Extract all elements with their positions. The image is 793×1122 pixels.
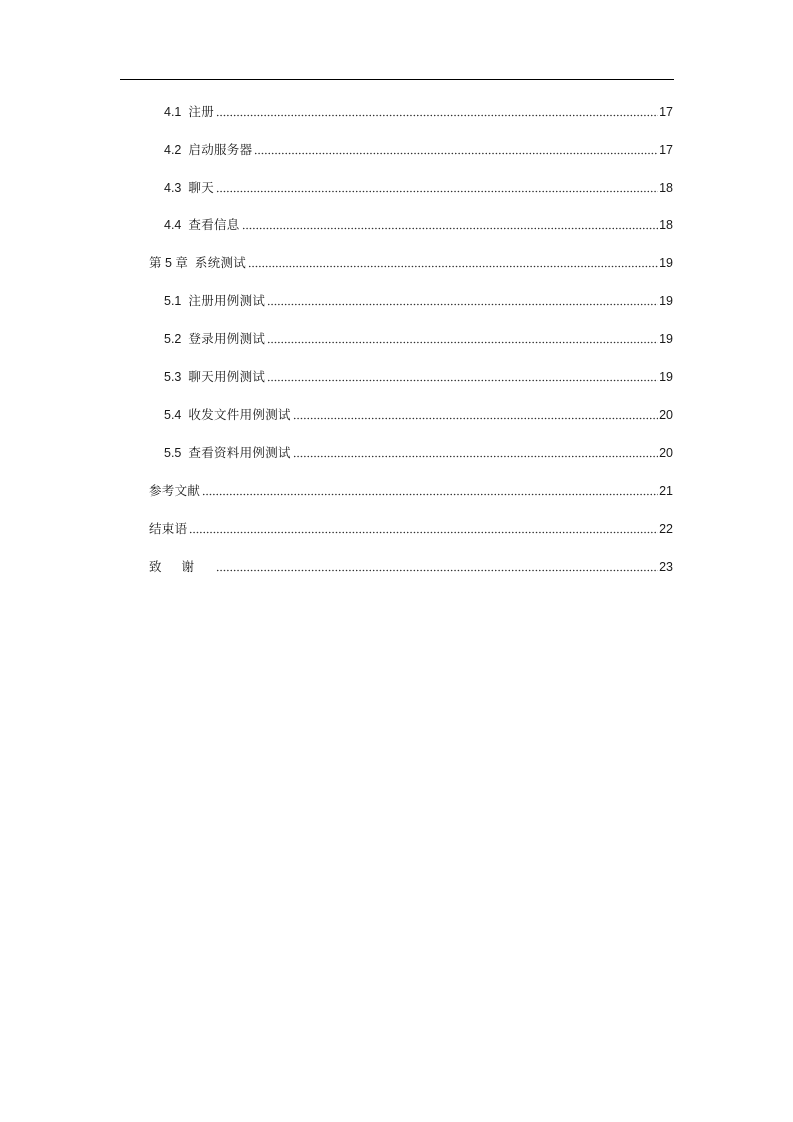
toc-dot-leader bbox=[216, 183, 658, 193]
toc-entry-title: 聊天 bbox=[188, 180, 214, 195]
toc-entry-title: 参考文献 bbox=[149, 483, 201, 498]
toc-entry-title: 登录用例测试 bbox=[188, 331, 266, 346]
toc-entry-5-1[interactable] bbox=[164, 291, 673, 311]
toc-entry-5-5[interactable] bbox=[164, 443, 673, 463]
toc-page-number: 20 bbox=[659, 446, 673, 460]
toc-entry-title: 注册用例测试 bbox=[188, 293, 266, 308]
toc-entry-title: 注册 bbox=[188, 104, 214, 119]
toc-entry-4-2[interactable] bbox=[164, 140, 673, 160]
toc-page-number: 19 bbox=[659, 370, 673, 384]
toc-page-number: 23 bbox=[659, 560, 673, 574]
toc-dot-leader bbox=[267, 296, 658, 306]
toc-dot-leader bbox=[293, 410, 658, 420]
toc-dot-leader bbox=[216, 107, 658, 117]
toc-page-number: 17 bbox=[659, 143, 673, 157]
toc-entry-number: 第 5 章 bbox=[149, 256, 188, 270]
toc-entry-number: 4.4 bbox=[164, 218, 182, 232]
toc-entry-title: 查看资料用例测试 bbox=[188, 445, 291, 460]
toc-entry-number: 5.4 bbox=[164, 408, 182, 422]
toc-page-number: 21 bbox=[659, 484, 673, 498]
toc-page-number: 17 bbox=[659, 105, 673, 119]
toc-entry-conclusion[interactable] bbox=[149, 519, 673, 539]
toc-entry-4-3[interactable] bbox=[164, 178, 673, 198]
toc-dot-leader bbox=[293, 448, 658, 458]
toc-page-number: 20 bbox=[659, 408, 673, 422]
toc-dot-leader bbox=[254, 145, 658, 155]
toc-page-number: 18 bbox=[659, 181, 673, 195]
toc-entry-5-3[interactable] bbox=[164, 367, 673, 387]
toc-entry-title: 致谢 bbox=[149, 559, 215, 574]
toc-entry-title: 启动服务器 bbox=[188, 142, 253, 157]
toc-page-number: 19 bbox=[659, 256, 673, 270]
toc-entry-number: 5.5 bbox=[164, 446, 182, 460]
toc-entry-number: 5.2 bbox=[164, 332, 182, 346]
toc-entry-5-4[interactable] bbox=[164, 405, 673, 425]
toc-dot-leader bbox=[242, 220, 659, 230]
toc-entry-title: 聊天用例测试 bbox=[188, 369, 266, 384]
toc-dot-leader bbox=[189, 524, 658, 534]
toc-entry-5-2[interactable] bbox=[164, 329, 673, 349]
toc-dot-leader bbox=[216, 562, 658, 572]
toc-page-number: 19 bbox=[659, 332, 673, 346]
header-rule bbox=[120, 79, 674, 80]
toc-dot-leader bbox=[267, 372, 658, 382]
toc-dot-leader bbox=[248, 258, 658, 268]
toc-page-number: 19 bbox=[659, 294, 673, 308]
toc-entry-number: 4.3 bbox=[164, 181, 182, 195]
toc-entry-chapter-5[interactable] bbox=[149, 253, 673, 273]
toc-entry-title: 结束语 bbox=[149, 521, 188, 536]
toc-entry-title: 查看信息 bbox=[188, 217, 240, 232]
toc-entry-number: 4.2 bbox=[164, 143, 182, 157]
toc-entry-number: 4.1 bbox=[164, 105, 182, 119]
toc-entry-title: 收发文件用例测试 bbox=[188, 407, 291, 422]
toc-page-number: 18 bbox=[659, 218, 673, 232]
toc-entry-4-4[interactable] bbox=[164, 215, 673, 235]
toc-entry-acknowledgements[interactable] bbox=[149, 557, 673, 577]
toc-entry-number: 5.3 bbox=[164, 370, 182, 384]
toc-dot-leader bbox=[202, 486, 658, 496]
toc-entry-title: 系统测试 bbox=[194, 255, 247, 270]
toc-entry-4-1[interactable] bbox=[164, 102, 673, 122]
toc-entry-references[interactable] bbox=[149, 481, 673, 501]
toc-dot-leader bbox=[267, 334, 658, 344]
toc-entry-number: 5.1 bbox=[164, 294, 182, 308]
toc-page-number: 22 bbox=[659, 522, 673, 536]
